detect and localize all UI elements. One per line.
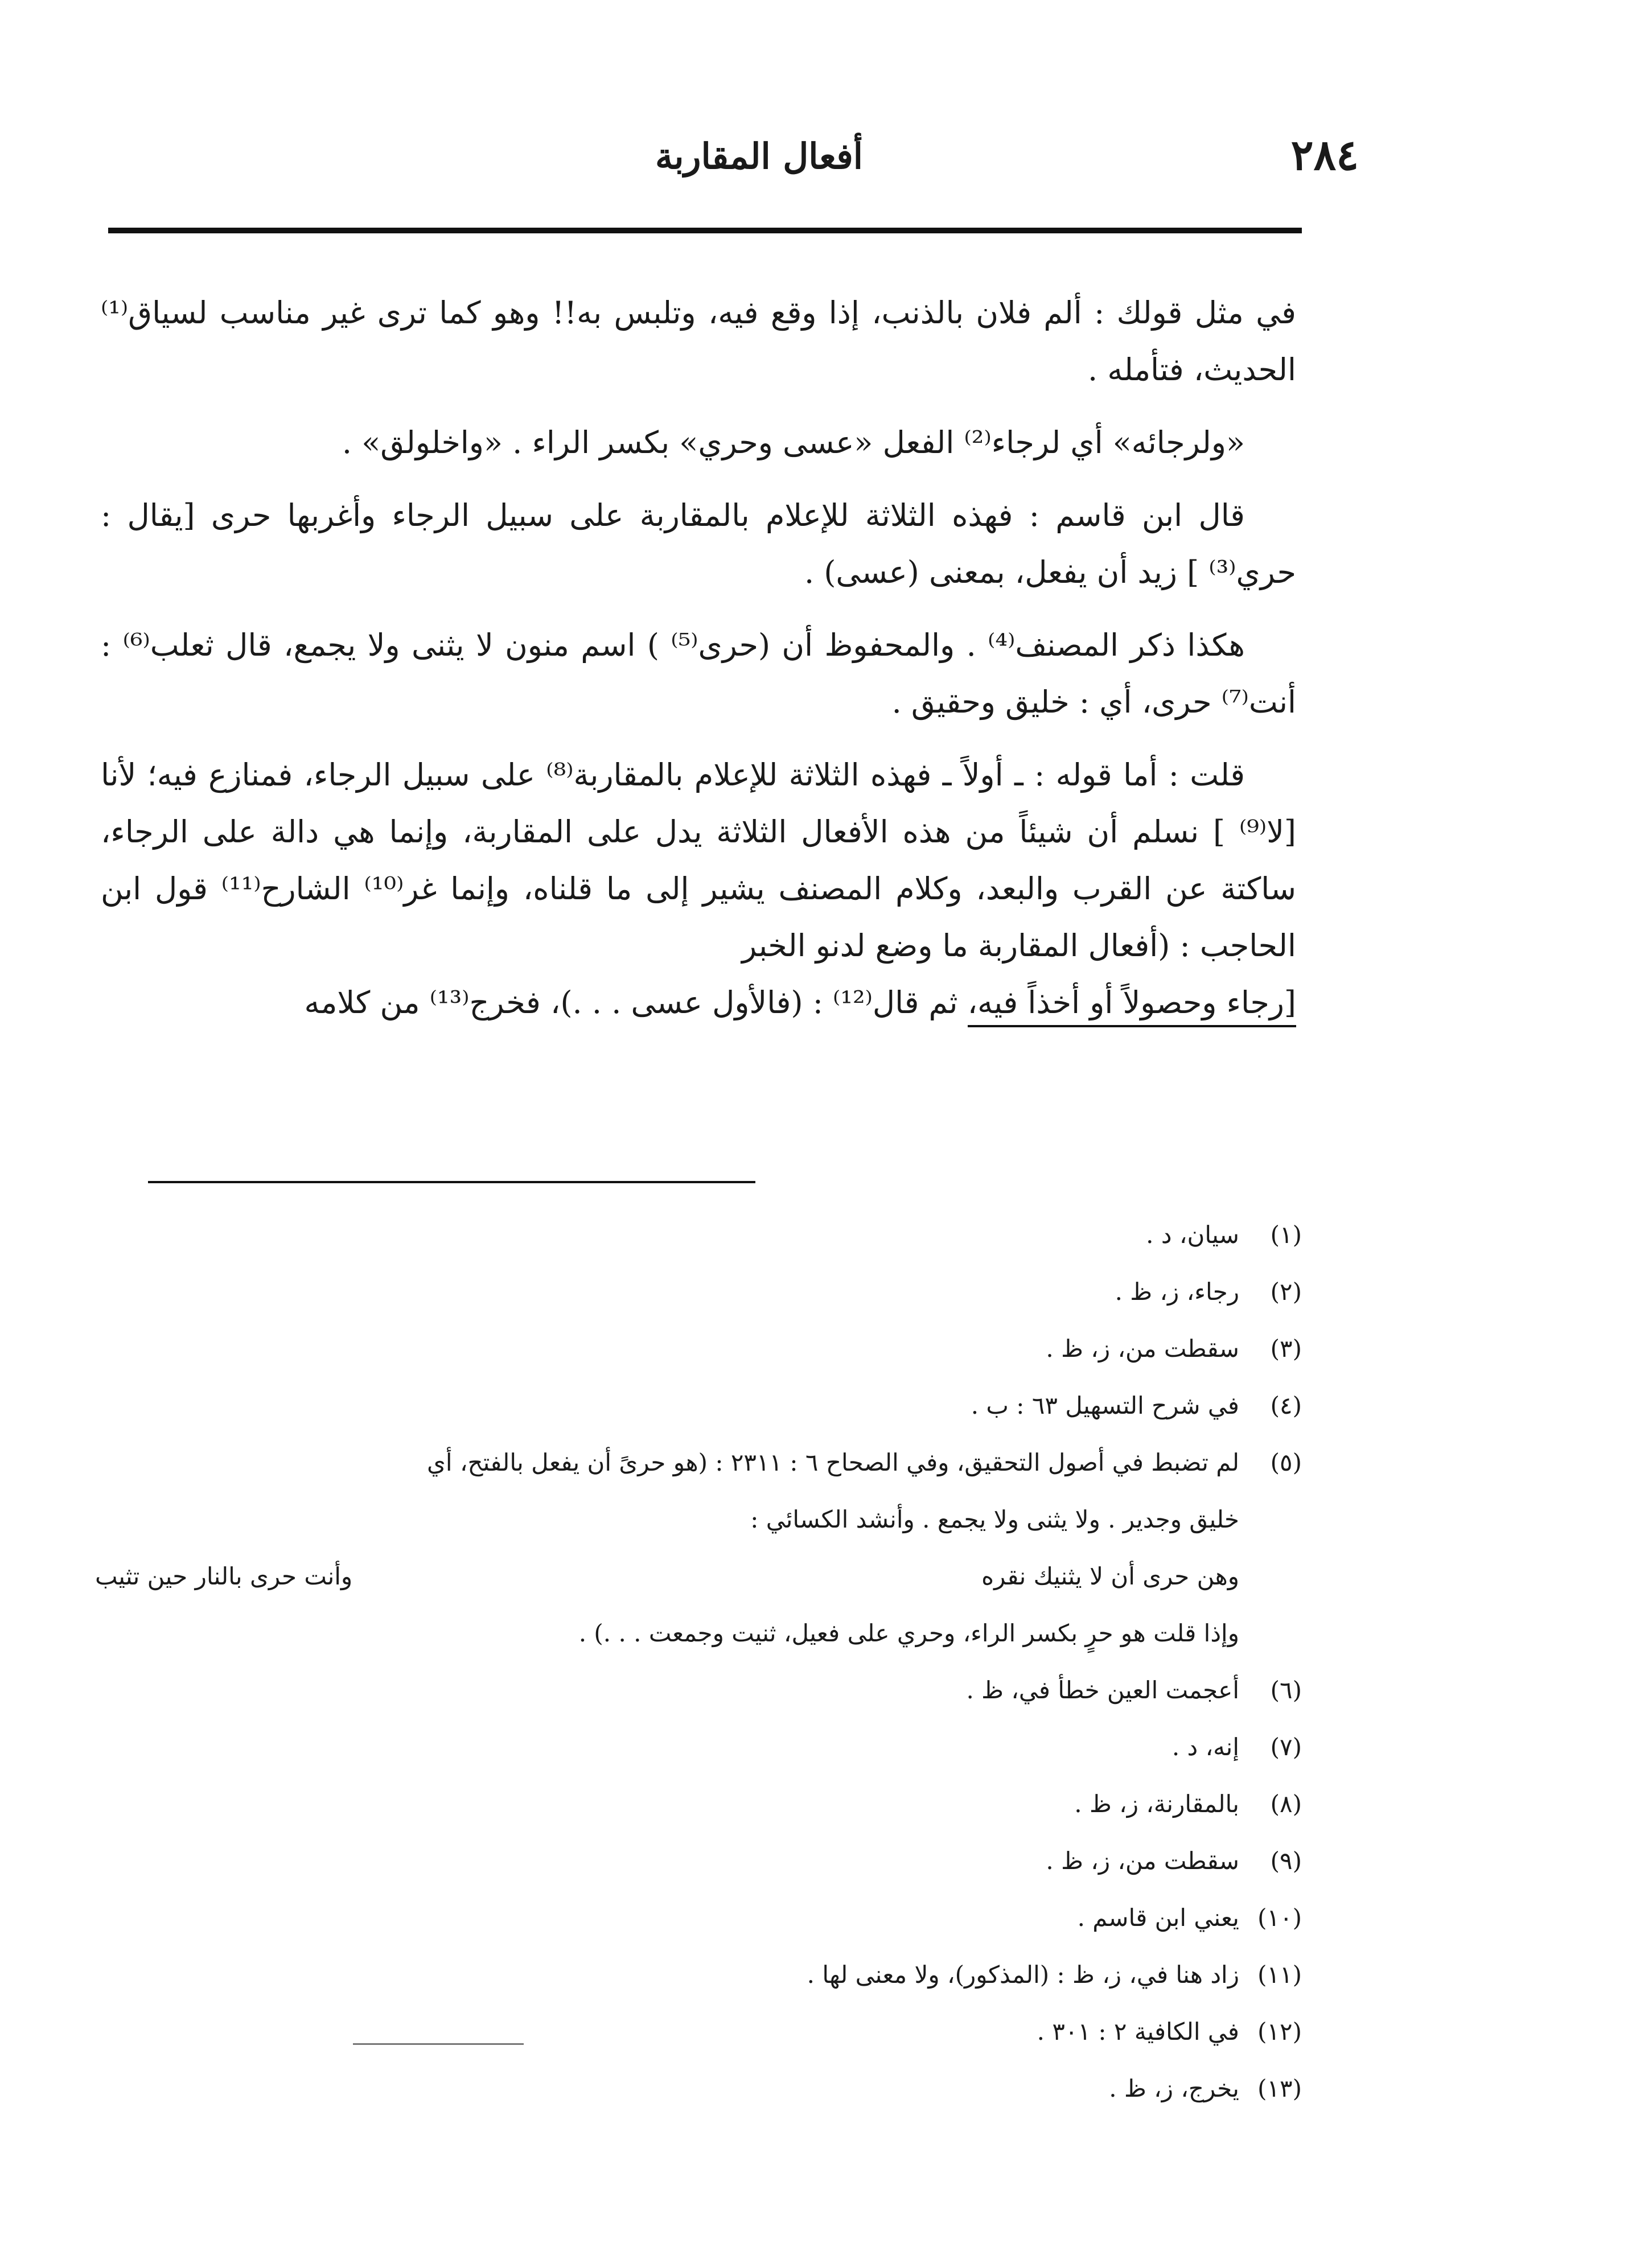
- footnote: [95, 1434, 1302, 1662]
- paragraph: في مثل قولك : ألم فلان بالذنب، إذا وقع فيه، وتلبس به!! وهو كما ترى غير مناسب لسياق⁽¹⁾ الحديث، فتأمله .: [101, 295, 1296, 388]
- footnote: [95, 1719, 1302, 1776]
- footnote-number: (٣): [1270, 1335, 1302, 1363]
- header-rule: [108, 228, 1302, 233]
- verse-first-hemistich: وهن حرى أن لا يثنيك نقره: [981, 1562, 1239, 1590]
- footnote: [95, 1207, 1302, 1263]
- paragraph: هكذا ذكر المصنف⁽⁴⁾ . والمحفوظ أن (حرى⁽⁵⁾ ) اسم منون لا يثنى ولا يجمع، قال ثعلب⁽⁶⁾ : أنت⁽⁷⁾ حرى، أي : خليق وحقيق .: [101, 627, 1296, 720]
- footnote: [95, 1662, 1302, 1719]
- underlined-text: [رجاء وحصولاً أو أخذاً فيه،: [968, 985, 1296, 1027]
- footnote-number: (٢): [1270, 1278, 1302, 1306]
- footnote-text: يعني ابن قاسم .: [1077, 1904, 1239, 1932]
- footnote: [95, 2003, 1302, 2060]
- footnote: [95, 1890, 1302, 1946]
- footnote-number: (٩): [1270, 1847, 1302, 1875]
- footnote-text: سيان، د .: [1146, 1221, 1239, 1249]
- main-text: [101, 285, 1296, 1047]
- page-number: ٢٨٤: [1290, 131, 1359, 180]
- footnote-separator: [148, 1181, 755, 1183]
- footnote: [95, 1320, 1302, 1377]
- footnote-text: بالمقارنة، ز، ظ .: [1074, 1790, 1239, 1818]
- footnote: [95, 2060, 1302, 2117]
- paragraph: «ولرجائه» أي لرجاء⁽²⁾ الفعل «عسى وحري» بكسر الراء . «واخلولق» .: [342, 425, 1245, 460]
- footnote-text: سقطت من، ز، ظ .: [1046, 1335, 1239, 1363]
- footnote-text: في الكافية ٢ : ٣٠١ .: [1037, 2018, 1239, 2045]
- footnote-number: (٥): [1270, 1448, 1302, 1476]
- verse-line: [95, 1548, 1239, 1605]
- paragraph: قال ابن قاسم : فهذه الثلاثة للإعلام بالمقاربة على سبيل الرجاء وأغربها حرى [يقال : حري⁽³⁾ ] زيد أن يفعل، بمعنى (عسى) .: [101, 497, 1296, 590]
- footnote-text: رجاء، ز، ظ .: [1115, 1278, 1239, 1306]
- line-text: ثم قال⁽¹²⁾ : (فالأول عسى . . .)، فخرج⁽¹³⁾ من كلامه: [304, 985, 968, 1020]
- footnotes: [95, 1207, 1302, 2117]
- footnote: [95, 1946, 1302, 2003]
- footnote-text: وإذا قلت هو حرٍ بكسر الراء، وحري على فعيل، ثنيت وجمعت . . .) .: [578, 1619, 1239, 1647]
- footnote-number: (١١): [1257, 1961, 1302, 1989]
- running-title: أفعال المقاربة: [655, 135, 863, 177]
- footnote-text: زاد هنا في، ز، ظ : (المذكور)، ولا معنى لها .: [807, 1961, 1239, 1989]
- footnote-text: خليق وجدير . ولا يثنى ولا يجمع . وأنشد الكسائي :: [750, 1505, 1239, 1533]
- footnote: [95, 1377, 1302, 1434]
- footnote-text: سقطت من، ز، ظ .: [1046, 1847, 1239, 1875]
- footnote-text: لم تضبط في أصول التحقيق، وفي الصحاح ٦ : ٢٣١١ : (هو حرىً أن يفعل بالفتح، أي: [427, 1448, 1239, 1476]
- paragraph-last-line: [101, 974, 1296, 1031]
- paragraph: قلت : أما قوله : ـ أولاً ـ فهذه الثلاثة للإعلام بالمقاربة⁽⁸⁾ على سبيل الرجاء، فمنازع فيه؛ لأنا [لا⁽⁹⁾ ] نسلم أن شيئاً من هذه الأفعال الثلاثة يدل على المقاربة، وإنما هي دالة على الرجاء، ساكتة عن القرب والبعد، وكلام المصنف يشير إلى ما قلناه، وإنما غر⁽¹⁰⁾ الشارح⁽¹¹⁾ قول ابن الحاجب : (أفعال المقاربة ما وضع لدنو الخبر: [101, 757, 1296, 964]
- page-header: [159, 108, 1359, 180]
- decorative-mark: [353, 2043, 524, 2045]
- footnote-text: يخرج، ز، ظ .: [1109, 2074, 1239, 2102]
- footnote-text: أعجمت العين خطأ في، ظ .: [966, 1676, 1239, 1704]
- footnote-number: (١٣): [1257, 2074, 1302, 2102]
- footnote-text: في شرح التسهيل ٦٣ : ب .: [971, 1392, 1239, 1419]
- verse-second-hemistich: وأنت حرى بالنار حين تثيب: [95, 1562, 353, 1590]
- footnote: [95, 1776, 1302, 1833]
- footnote-number: (٦): [1270, 1676, 1302, 1704]
- footnote-number: (١٠): [1257, 1904, 1302, 1932]
- footnote-text: إنه، د .: [1171, 1733, 1239, 1761]
- footnote-number: (١٢): [1257, 2018, 1302, 2045]
- footnote-number: (٧): [1270, 1733, 1302, 1761]
- footnote: [95, 1833, 1302, 1890]
- footnote-number: (٤): [1270, 1392, 1302, 1419]
- footnote: [95, 1263, 1302, 1320]
- footnote-number: (١): [1270, 1221, 1302, 1249]
- footnote-number: (٨): [1270, 1790, 1302, 1818]
